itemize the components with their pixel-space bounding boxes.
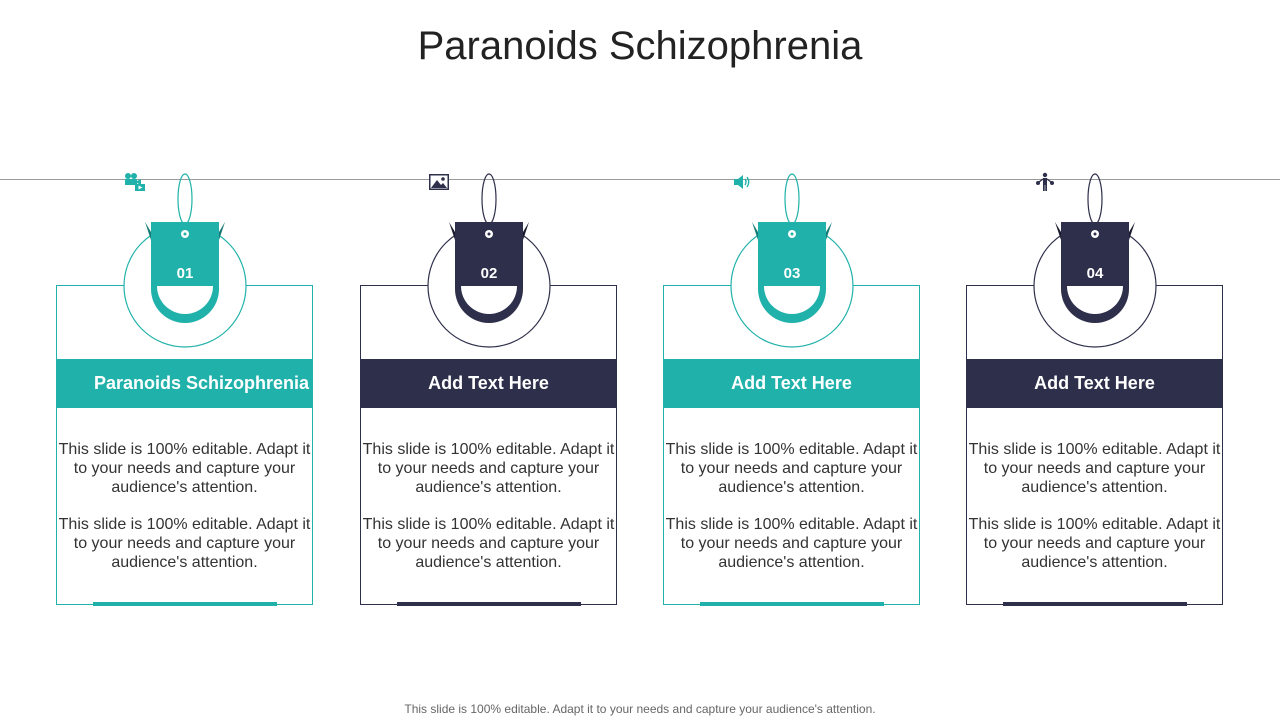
- card-bottom-bar: [700, 602, 884, 606]
- card-paragraph: This slide is 100% editable. Adapt it to your needs and capture your audience's attention.: [58, 516, 311, 571]
- tag-4: [1033, 172, 1163, 352]
- tag-number: 04: [1086, 265, 1104, 282]
- card-header: Paranoids Schizophrenia: [56, 359, 313, 408]
- card-paragraph: This slide is 100% editable. Adapt it to your needs and capture your audience's attention.: [665, 516, 918, 571]
- hanging-tag-shape: [427, 172, 551, 352]
- card-bottom-bar: [93, 602, 277, 606]
- card-header: Add Text Here: [966, 359, 1223, 408]
- tag-2: [427, 172, 557, 352]
- card-body: [664, 440, 919, 590]
- card-paragraph: This slide is 100% editable. Adapt it to your needs and capture your audience's attention.: [665, 441, 918, 496]
- card-header: Add Text Here: [663, 359, 920, 408]
- tag-3: [730, 172, 860, 352]
- tag-number: 01: [176, 265, 194, 282]
- card-header: Add Text Here: [360, 359, 617, 408]
- card-paragraph: This slide is 100% editable. Adapt it to your needs and capture your audience's attention.: [362, 516, 615, 571]
- person-weights-icon: [1033, 172, 1057, 192]
- footer-note: This slide is 100% editable. Adapt it to your needs and capture your audience's attention.: [404, 702, 876, 716]
- video-camera-icon: [123, 172, 147, 192]
- card-body: [967, 440, 1222, 590]
- card-bottom-bar: [1003, 602, 1187, 606]
- tag-1: [123, 172, 253, 352]
- card-body: [361, 440, 616, 590]
- page-title: Paranoids Schizophrenia: [417, 24, 863, 68]
- tag-number: 02: [480, 265, 498, 282]
- card-paragraph: This slide is 100% editable. Adapt it to your needs and capture your audience's attention.: [362, 441, 615, 496]
- hanging-tag-shape: [1033, 172, 1157, 352]
- card-paragraph: This slide is 100% editable. Adapt it to your needs and capture your audience's attention.: [968, 516, 1221, 571]
- tag-number: 03: [783, 265, 801, 282]
- hanging-tag-shape: [123, 172, 247, 352]
- card-paragraph: This slide is 100% editable. Adapt it to your needs and capture your audience's attention.: [968, 441, 1221, 496]
- hanging-tag-shape: [730, 172, 854, 352]
- card-body: [57, 440, 312, 590]
- image-icon: [427, 172, 451, 192]
- card-bottom-bar: [397, 602, 581, 606]
- card-paragraph: This slide is 100% editable. Adapt it to your needs and capture your audience's attention.: [58, 441, 311, 496]
- speaker-icon: [730, 172, 754, 192]
